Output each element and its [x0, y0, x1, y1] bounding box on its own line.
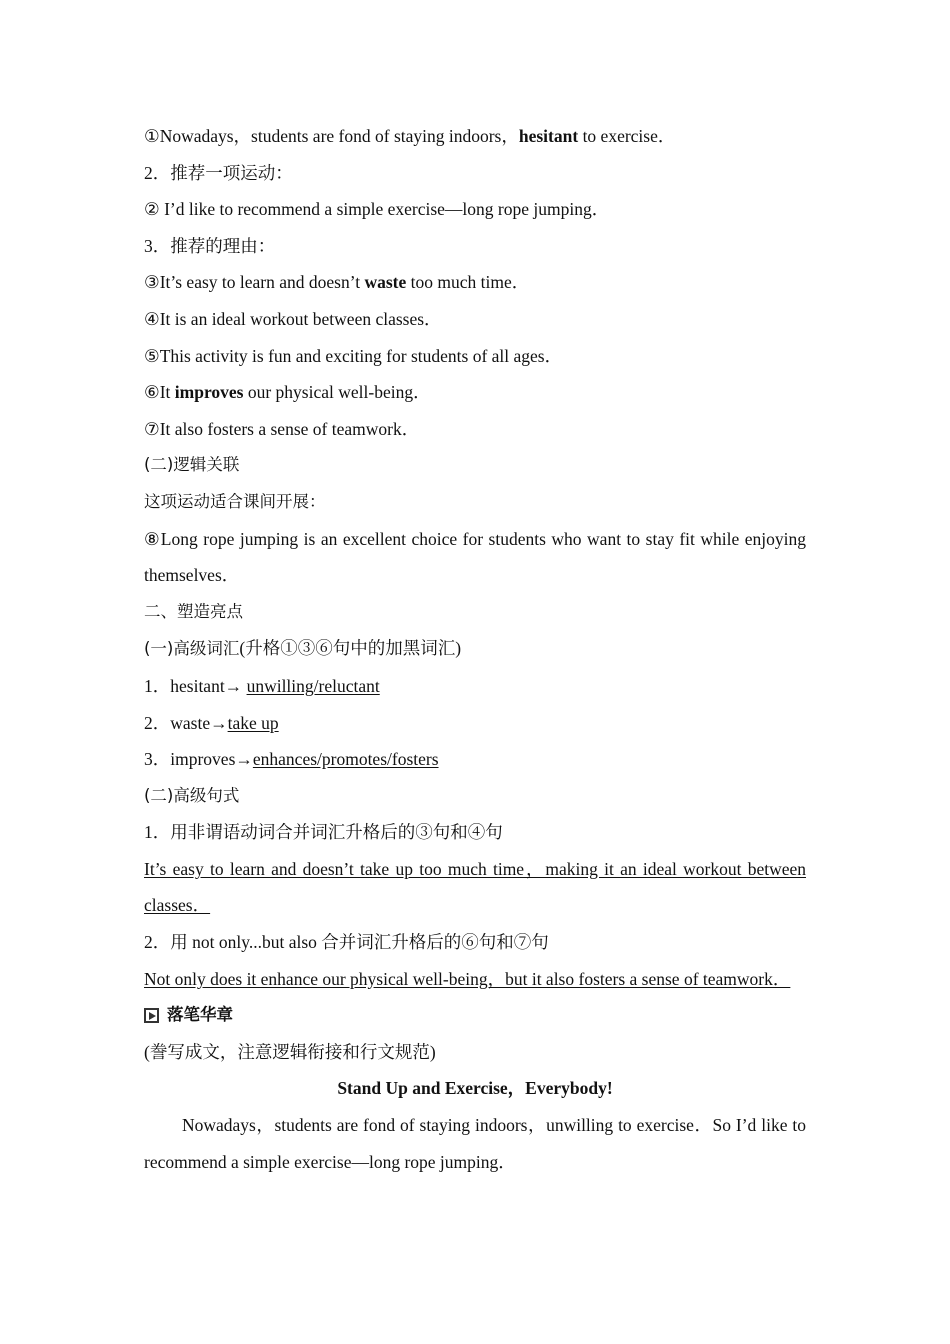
vocab-answer: enhances/promotes/fosters [252, 749, 439, 770]
sentence-3-end: too much time． [406, 272, 530, 293]
bold-word-hesitant: hesitant [518, 126, 579, 146]
essay-title: Stand Up and Exercise，Everybody! [337, 1078, 613, 1099]
vocab-word: hesitant→ [170, 675, 247, 696]
section-title: 落笔华章 [167, 1005, 233, 1025]
essay-paragraph-1: Nowadays，students are fond of staying indoors，unwilling to exercise．So I’d like to recommend a simple exercise—long rope jumping． [144, 1115, 806, 1172]
sentence-1-text: ①Nowadays，students are fond of staying indoors， [144, 126, 519, 146]
instruction: (誊写成文，注意逻辑衔接和行文规范) [144, 1041, 436, 1062]
vocab-answer: unwilling/reluctant [246, 675, 380, 696]
sentence-pattern-heading: (二)高级句式 [144, 785, 240, 805]
part-2-heading: 二、塑造亮点 [144, 601, 243, 621]
document-body [144, 118, 806, 1180]
bold-word-waste: waste [364, 272, 407, 293]
question-2-num: 2．用 [144, 932, 193, 953]
sentence-4: ④It is an ideal workout between classes． [144, 308, 442, 329]
play-icon [144, 1008, 159, 1023]
answer-1 [144, 851, 806, 924]
sentence-8: ⑧Long rope jumping is an excellent choice for students who want to stay fit while enjoying themselves． [144, 528, 806, 586]
answer-2-text: Not only does it enhance our physical well-being，but it also fosters a sense of teamwork． [144, 968, 791, 989]
question-2 [144, 924, 806, 961]
logic-subheading: 这项运动适合课间开展： [144, 491, 326, 511]
vocab-heading-label: (一)高级词汇 [144, 639, 240, 659]
answer-2 [144, 961, 806, 998]
vocab-heading-note: (升格①③⑥句中的加黑词汇) [239, 638, 462, 659]
sentence-3-text: ③It’s easy to learn and doesn’t [144, 272, 365, 293]
vocab-num: 2． [144, 712, 171, 733]
bold-word-improves: improves [174, 382, 244, 403]
heading-recommend: 2．推荐一项运动： [144, 162, 293, 183]
sentence-3 [144, 264, 806, 301]
section-heading [144, 997, 806, 1034]
vocab-heading [144, 630, 806, 668]
sentence-6 [144, 374, 806, 411]
sentence-6-text: ⑥It [144, 382, 175, 403]
sentence-2: ② I’d like to recommend a simple exercise—long rope jumping． [144, 199, 610, 220]
vocab-item [144, 741, 806, 778]
heading-reasons: 3．推荐的理由： [144, 235, 276, 256]
vocab-item [144, 668, 806, 705]
sentence-1-end: to exercise． [578, 126, 676, 146]
sentence-1 [144, 118, 806, 155]
vocab-word: waste→ [170, 712, 228, 733]
question-2-phrase: not only...but also [192, 932, 317, 953]
vocab-num: 1． [144, 675, 171, 696]
vocab-answer: take up [227, 712, 279, 733]
sentence-6-end: our physical well-being． [243, 382, 431, 403]
vocab-num: 3． [144, 749, 171, 770]
question-1: 1．用非谓语动词合并词汇升格后的③句和④句 [144, 822, 503, 843]
vocab-word: improves→ [170, 749, 253, 770]
heading-logic: (二)逻辑关联 [144, 455, 240, 475]
question-2-rest: 合并词汇升格后的⑥句和⑦句 [316, 932, 549, 953]
vocab-item [144, 705, 806, 742]
sentence-7: ⑦It also fosters a sense of teamwork． [144, 418, 420, 439]
answer-1-text: It’s easy to learn and doesn’t take up too much time，making it an ideal workout between classes． [144, 858, 806, 916]
sentence-5: ⑤This activity is fun and exciting for students of all ages． [144, 345, 563, 366]
